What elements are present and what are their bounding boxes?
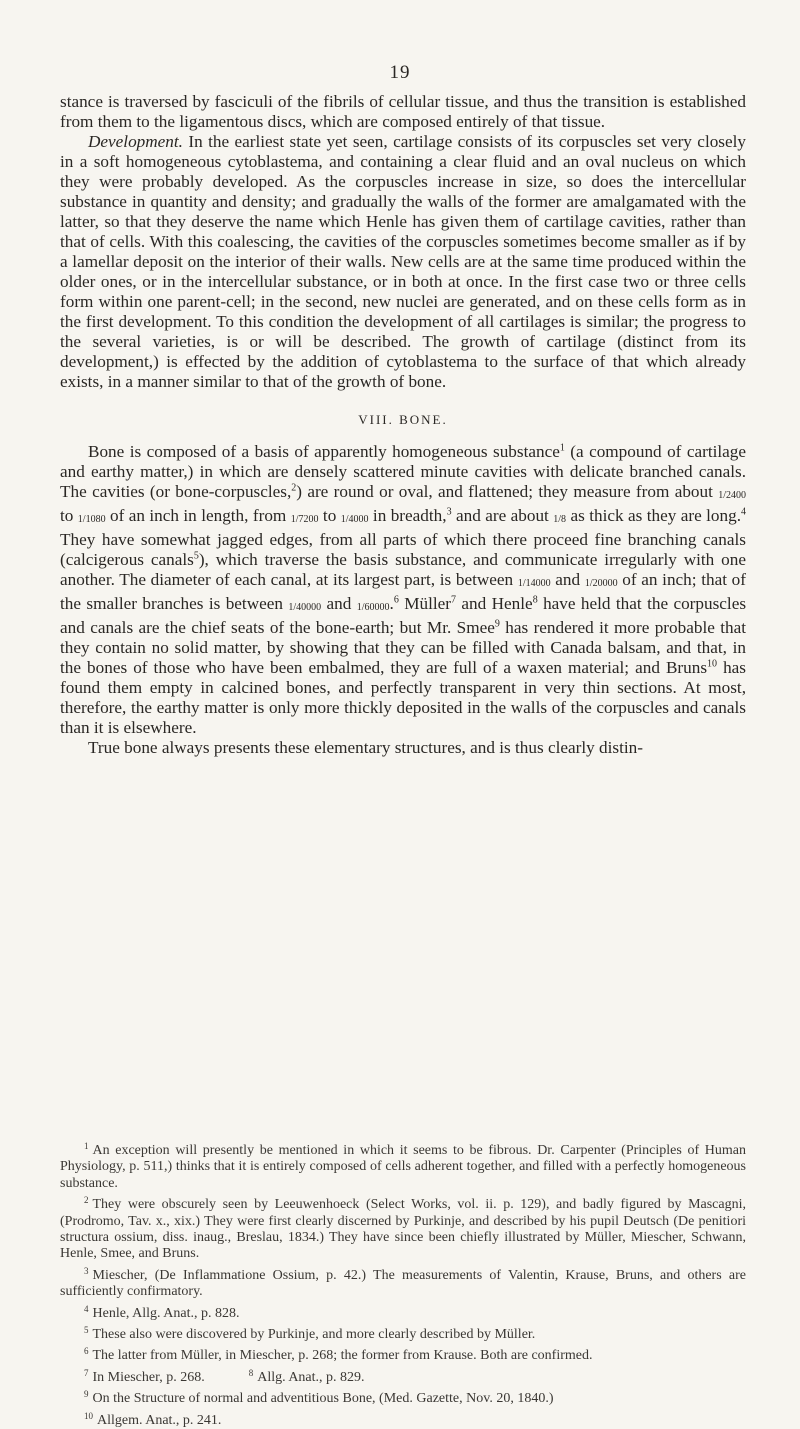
page-number: 19 — [389, 62, 411, 83]
paragraph-bone: Bone is composed of a basis of apparently homogeneous substance$^1$ (a compound of cartilage and earthy matter,) in which are densely scattered minute cavities with delicate branched canals. The cavities (or bone-corpuscles,$^2$) are round or oval, and flattened; they measure from about 1/2400 to 1/1080 of an inch in length, from 1/7200 to 1/4000 in breadth,$^3$ and are about 1/8 as thick as they are long.$^4$ They have somewhat jagged edges, from all parts of which there proceed fine branching canals (calcigerous canals$^5$), which traverse the basis substance, and communicate irregularly with one another. The diameter of each canal, at its largest part, is between 1/14000 and 1/20000 of an inch; that of the smaller branches is between 1/40000 and 1/60000.$^6$ Müller$^7$ and Henle$^8$ have held that the corpuscles and canals are the chief seats of the bone-earth; but Mr. Smee$^9$ has rendered it more probable that they contain no solid matter, by showing that they can be filled with Canada balsam, and that, in the bones of those who have been embalmed, they are full of a waxen material; and Bruns$^{10}$ has found them empty in calcined bones, and perfectly transparent in very thin sections. At most, therefore, the earthy matter is only more thickly deposited in the walls of the corpuscles and canals than it is elsewhere. — [60, 442, 747, 737]
footnote-ref[interactable]: 6 — [393, 594, 399, 606]
fraction: 1/60000 — [356, 602, 390, 613]
fraction: 1/1080 — [77, 514, 106, 525]
fraction: 1/20000 — [584, 578, 618, 589]
fraction: 1/7200 — [290, 514, 319, 525]
fraction: 1/40000 — [288, 602, 322, 613]
footnote-10: $^{10}$ Allgem. Anat., p. 241. — [84, 1410, 222, 1428]
fraction: 1/8 — [553, 514, 567, 525]
paragraph-cartilage-end: stance is traversed by fasciculi of the fibrils of cellular tissue, and thus the transition is established from them to the ligamentous discs, which are composed entirely of that tissue. — [60, 92, 746, 131]
section-heading: VIII. BONE. — [358, 412, 448, 427]
fraction: 1/14000 — [517, 578, 551, 589]
footnote-ref[interactable]: 5 — [193, 550, 199, 562]
footnote-ref[interactable]: 8 — [532, 594, 538, 606]
paragraph-development: Development. In the earliest state yet seen, cartilage consists of its corpuscles set very closely in a soft homogeneous cytoblastema, and containing a clear fluid and an oval nucleus on which they were probably developed. As the corpuscles increase in size, so does the intercellular substance in quantity and density; and gradually the walls of the former are amalgamated with the latter, so that they deserve the name which Henle has given them of cartilage cavities, rather than that of cells. With this coalescing, the cavities of the corpuscles sometimes become smaller as if by a lamellar deposit on the interior of their walls. New cells are at the same time produced within the older ones, or in the intercellular substance, or in both at once. In the first case two or three cells form within one parent-cell; in the second, new nuclei are generated, and on these cells form as in the first development. To this condition the development of all cartilages is similar; the progress to the several varieties, is or will be described. The growth of cartilage (distinct from its development,) is effected by the addition of cytoblastema to the surface of that which already exists, in a manner similar to that of the growth of bone. — [60, 132, 746, 391]
footnote-2: $^2$ They were obscurely seen by Leeuwenhoeck (Select Works, vol. ii. p. 129), and badly figured by Mascagni, (Prodromo, Tav. x., xix.) They were first clearly discerned by Purkinje, and described by his pupil Deutsch (De penitiori structura ossium, diss. inaug., Breslau, 1834.) They have since been chiefly illustrated by Müller, Miescher, Schwann, Henle, Smee, and Bruns. — [60, 1195, 746, 1262]
footnote-ref[interactable]: 1 — [559, 442, 565, 454]
footnote-1: $^1$ An exception will presently be mentioned in which it seems to be fibrous. Dr. Carpenter (Principles of Human Physiology, p. 511,) thinks that it is entirely composed of cells adherent together, and filled with a perfectly homogeneous substance. — [60, 1141, 746, 1191]
footnote-9: $^9$ On the Structure of normal and adventitious Bone, (Med. Gazette, Nov. 20, 1840.) — [84, 1389, 554, 1407]
footnote-ref[interactable]: 9 — [494, 618, 500, 630]
footnote-4: $^4$ Henle, Allg. Anat., p. 828. — [84, 1303, 240, 1321]
footnotes — [60, 1138, 746, 1429]
section-label-development: Development. — [88, 132, 183, 151]
footnote-ref[interactable]: 3 — [446, 506, 452, 518]
footnote-5: $^5$ These also were discovered by Purkinje, and more clearly described by Müller. — [84, 1325, 536, 1343]
footnote-ref[interactable]: 4 — [741, 506, 746, 518]
fraction: 1/4000 — [340, 514, 369, 525]
footnote-7-8: $^7$ In Miescher, p. 268. $^8$ Allg. Anat., p. 829. — [84, 1367, 365, 1385]
fraction: 1/2400 — [718, 490, 746, 501]
footnote-6: $^6$ The latter from Müller, in Miescher, p. 268; the former from Krause. Both are confirmed. — [84, 1346, 593, 1364]
main-text — [60, 92, 746, 758]
paragraph-true-bone: True bone always presents these elementary structures, and is thus clearly distin- — [88, 738, 643, 757]
footnote-ref[interactable]: 2 — [291, 482, 297, 494]
footnote-3: $^3$ Miescher, (De Inflammatione Ossium, p. 42.) The measurements of Valentin, Krause, Bruns, and others are sufficiently confirmatory. — [60, 1265, 746, 1300]
footnote-ref[interactable]: 10 — [707, 658, 718, 670]
footnote-ref[interactable]: 7 — [451, 594, 457, 606]
